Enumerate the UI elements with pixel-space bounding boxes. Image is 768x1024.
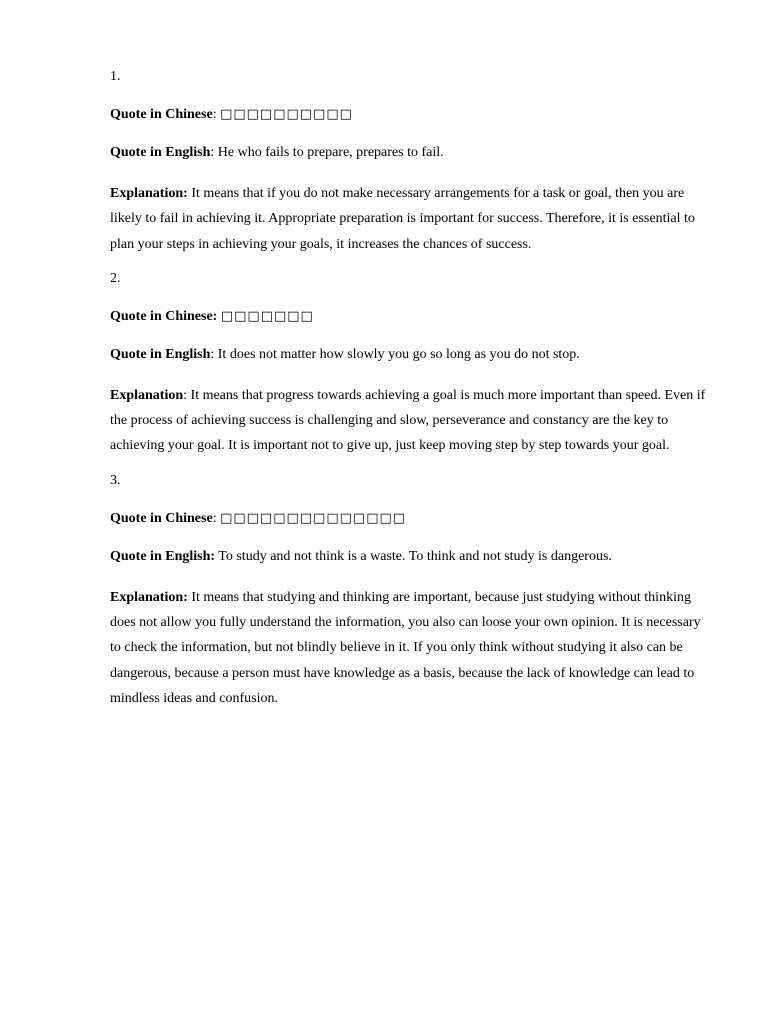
chinese-quote-line [110,509,714,529]
chinese-quote-text: □□□□□□□ [220,308,314,324]
chinese-quote-separator: : [212,107,221,122]
chinese-quote-text: □□□□□□□□□□ [220,107,353,122]
quote-item-1 [110,67,714,257]
explanation-separator: : [183,387,191,403]
english-quote-label: Quote in English [110,346,211,362]
english-quote-line [110,345,714,365]
chinese-quote-separator: : [212,510,221,526]
english-quote-text: To study and not think is a waste. To think and not study is dangerous. [218,548,612,564]
explanation-label: Explanation [110,387,184,403]
quote-item-3 [110,471,714,711]
english-quote-line [110,547,714,567]
item-number: 1. [110,69,121,84]
explanation-text: It means that studying and thinking are important, because just studying without thinking does not allow you fully understand the information, you also can loose your own opinion. It is necessary to check the information, but not blindly believe in it. If you only think without studying it also can be dangerous, because a person must have knowledge as a basis, because the lack of knowledge can lead to mindless ideas and confusion. [110,589,701,706]
explanation-paragraph [110,181,714,257]
item-number: 3. [110,472,121,488]
english-quote-separator: : [210,145,218,160]
explanation-label: Explanation: [110,589,188,605]
english-quote-text: He who fails to prepare, prepares to fail. [217,145,444,160]
chinese-quote-text: □□□□□□□□□□□□□□ [220,510,407,526]
chinese-quote-line [110,307,714,327]
item-number: 2. [110,270,121,286]
explanation-paragraph [110,383,714,459]
english-quote-label: Quote in English: [110,548,216,564]
chinese-quote-label: Quote in Chinese: [110,308,218,324]
explanation-paragraph [110,585,714,711]
chinese-quote-label: Quote in Chinese [110,107,213,122]
chinese-quote-label: Quote in Chinese [110,510,213,526]
explanation-label: Explanation: [110,186,188,201]
english-quote-label: Quote in English [110,145,211,160]
explanation-text: It means that progress towards achieving a goal is much more important than speed. Even if the process of achieving success is challenging and slow, perseverance and constancy are the key to achieving your goal. It is important not to give up, just keep moving step by step towards your goal. [110,387,706,454]
explanation-text: It means that if you do not make necessary arrangements for a task or goal, then you are likely to fail in achieving it. Appropriate preparation is important for success. Therefore, it is essential to plan your steps in achieving your goals, it increases the chances of success. [110,186,695,252]
english-quote-line [110,143,714,163]
quote-item-2 [110,269,714,459]
english-quote-separator: : [210,346,218,362]
chinese-quote-line [110,105,714,125]
english-quote-text: It does not matter how slowly you go so long as you do not stop. [217,346,580,362]
